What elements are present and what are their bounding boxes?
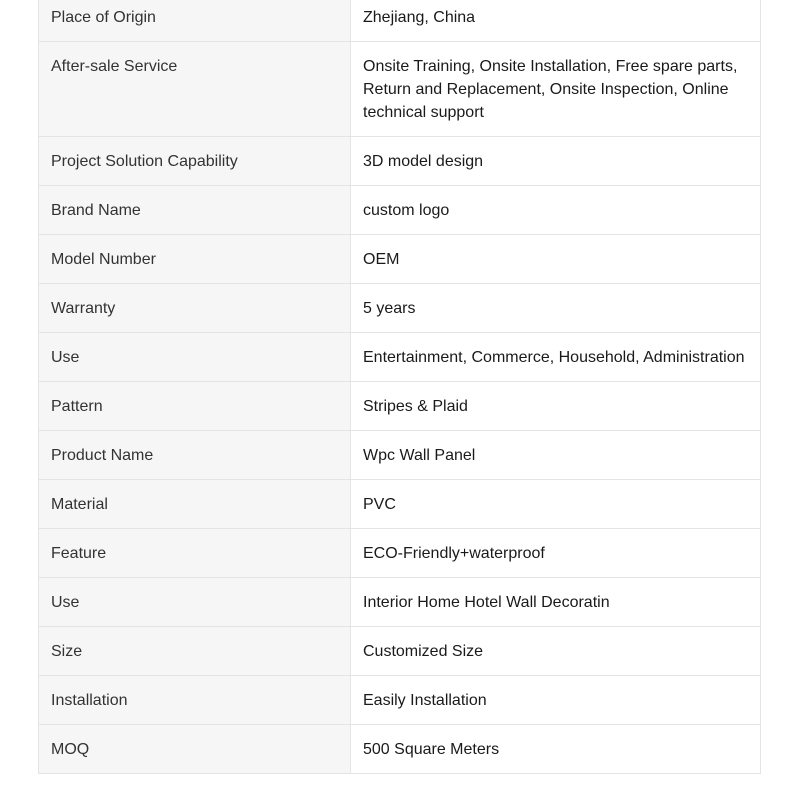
spec-row-use [39, 333, 761, 382]
spec-row-installation [39, 676, 761, 725]
spec-key: Material [39, 480, 351, 529]
spec-value: Stripes & Plaid [351, 382, 761, 431]
spec-row-warranty [39, 284, 761, 333]
spec-value: OEM [351, 235, 761, 284]
spec-row-place-of-origin [39, 0, 761, 42]
spec-key: Project Solution Capability [39, 137, 351, 186]
spec-row-pattern [39, 382, 761, 431]
spec-row-after-sale-service [39, 42, 761, 137]
spec-key: MOQ [39, 725, 351, 774]
spec-key: Place of Origin [39, 0, 351, 42]
spec-key: Brand Name [39, 186, 351, 235]
spec-row-project-solution-capability [39, 137, 761, 186]
spec-value: Customized Size [351, 627, 761, 676]
spec-row-brand-name [39, 186, 761, 235]
spec-value: Onsite Training, Onsite Installation, Free spare parts, Return and Replacement, Onsite Inspection, Online technical support [351, 42, 761, 137]
spec-key: Use [39, 578, 351, 627]
spec-value: 5 years [351, 284, 761, 333]
spec-value: ECO-Friendly+waterproof [351, 529, 761, 578]
spec-row-size [39, 627, 761, 676]
spec-value: Interior Home Hotel Wall Decoratin [351, 578, 761, 627]
spec-value: 500 Square Meters [351, 725, 761, 774]
spec-key: Pattern [39, 382, 351, 431]
spec-row-use-2 [39, 578, 761, 627]
spec-row-moq [39, 725, 761, 774]
spec-row-product-name [39, 431, 761, 480]
spec-key: Product Name [39, 431, 351, 480]
spec-key: Model Number [39, 235, 351, 284]
spec-key: After-sale Service [39, 42, 351, 137]
spec-row-model-number [39, 235, 761, 284]
spec-value: Entertainment, Commerce, Household, Administration [351, 333, 761, 382]
spec-value: Easily Installation [351, 676, 761, 725]
spec-row-feature [39, 529, 761, 578]
spec-value: 3D model design [351, 137, 761, 186]
spec-key: Warranty [39, 284, 351, 333]
spec-value: Zhejiang, China [351, 0, 761, 42]
product-spec-table [38, 0, 761, 774]
spec-value: custom logo [351, 186, 761, 235]
spec-key: Size [39, 627, 351, 676]
spec-value: PVC [351, 480, 761, 529]
spec-key: Installation [39, 676, 351, 725]
spec-value: Wpc Wall Panel [351, 431, 761, 480]
spec-row-material [39, 480, 761, 529]
spec-key: Feature [39, 529, 351, 578]
spec-key: Use [39, 333, 351, 382]
